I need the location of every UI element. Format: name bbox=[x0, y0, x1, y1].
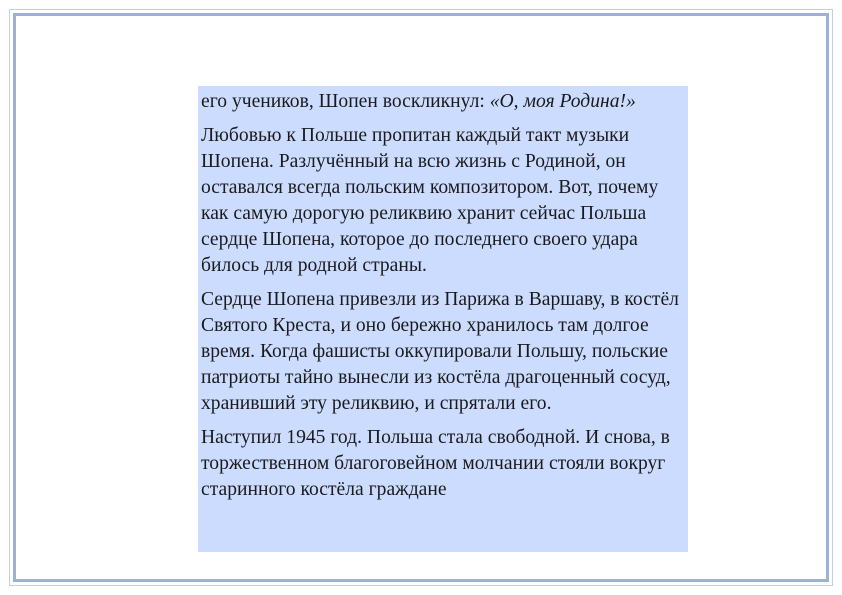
paragraph-1-text: его учеников, Шопен воскликнул: bbox=[201, 91, 490, 112]
paragraph-2: Любовью к Польше пропитан каждый такт музыки Шопена. Разлучённый на всю жизнь с Родиной, он оставался всегда польским композитором. Вот, почему как самую дорогую реликвию хранит сейчас Польша сердце Шопена, которое до последнего своего удара билось для родной страны. bbox=[201, 125, 659, 276]
text-box bbox=[198, 86, 688, 552]
paragraph-3: Сердце Шопена привезли из Парижа в Варшаву, в костёл Святого Креста, и оно бережно хранилось там долгое время. Когда фашисты оккупировали Польшу, польские патриоты тайно вынесли из костёла драгоценный сосуд, хранивший эту реликвию, и спрятали его. bbox=[201, 289, 679, 414]
paragraph-1 bbox=[201, 89, 684, 115]
chopin-quote: «О, моя Родина!» bbox=[489, 91, 636, 112]
paragraph-4: Наступил 1945 год. Польша стала свободной. И снова, в торжественном благоговейном молчании стояли вокруг старинного костёла граждане bbox=[201, 427, 670, 500]
